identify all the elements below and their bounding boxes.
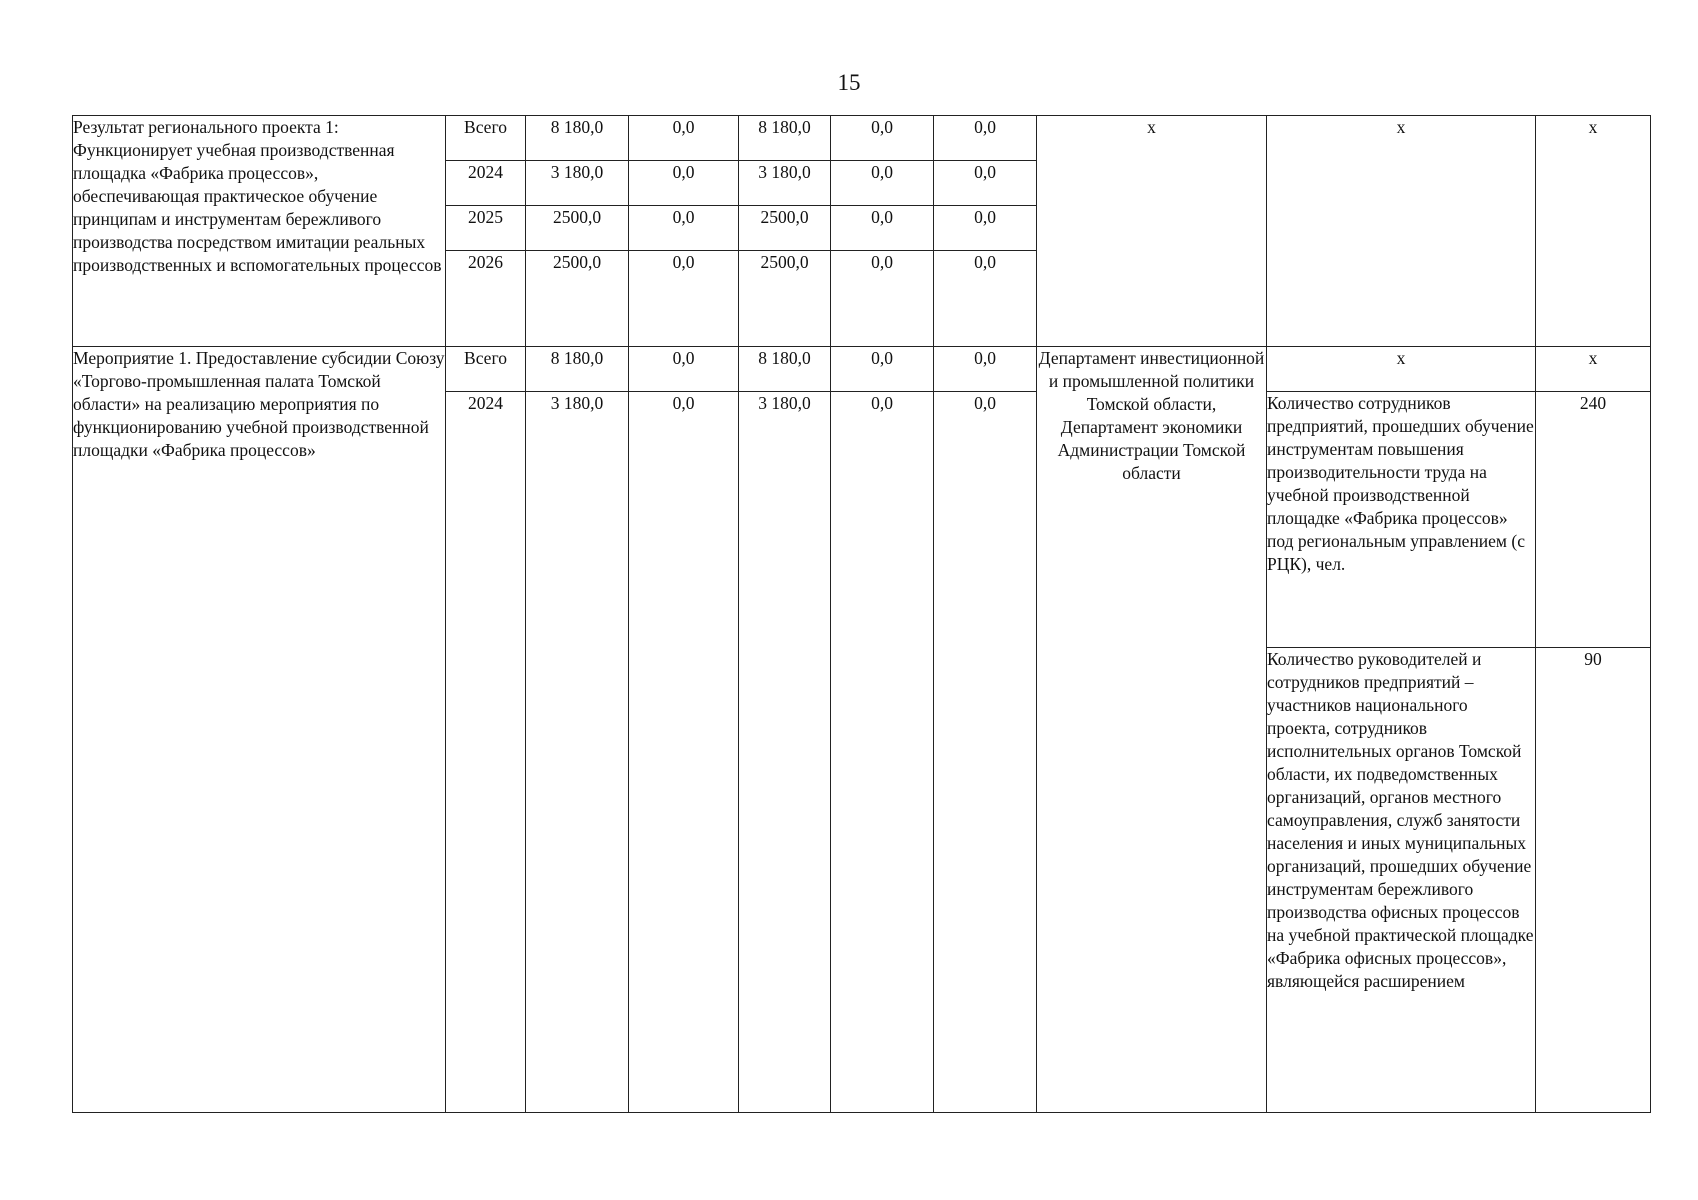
municipal-cell: 0,0 xyxy=(831,116,934,161)
period-cell: 2026 xyxy=(446,251,526,347)
measure-name: Мероприятие 1. Предоставление субсидии Союзу «Торгово-промышленная палата Томской области» на реализацию мероприятия по функционированию учебной производственной площадки «Фабрика процессов» xyxy=(73,347,446,1113)
measure-total-indicator-cell: х xyxy=(1267,347,1536,392)
table-row xyxy=(73,116,1651,161)
budget-table xyxy=(72,115,1651,1113)
indicator-value-cell: 90 xyxy=(1536,648,1651,1113)
federal-cell: 0,0 xyxy=(629,161,739,206)
period-cell: Всего xyxy=(446,347,526,392)
regional-cell: 8 180,0 xyxy=(739,347,831,392)
municipal-cell: 0,0 xyxy=(831,206,934,251)
period-cell: 2024 xyxy=(446,392,526,1113)
page-number: 15 xyxy=(837,70,861,95)
measure-total-indicator-value-cell: х xyxy=(1536,347,1651,392)
indicator-cell: х xyxy=(1267,116,1536,347)
other-cell: 0,0 xyxy=(934,251,1037,347)
total-cell: 8 180,0 xyxy=(526,116,629,161)
municipal-cell: 0,0 xyxy=(831,251,934,347)
other-cell: 0,0 xyxy=(934,161,1037,206)
indicator-text-cell: Количество сотрудников предприятий, прошедших обучение инструментам повышения производительности труда на учебной производственной площадке «Фабрика процессов» под региональным управлением (с РЦК), чел. xyxy=(1267,392,1536,648)
total-cell: 8 180,0 xyxy=(526,347,629,392)
indicator-text-cell: Количество руководителей и сотрудников предприятий – участников национального проекта, сотрудников исполнительных органов Томской области, их подведомственных организаций, органов местного самоуправления, служб занятости населения и иных муниципальных организаций, прошедших обучение инструментам бережливого производства офисных процессов на учебной практической площадке «Фабрика офисных процессов», являющейся расширением xyxy=(1267,648,1536,1113)
other-cell: 0,0 xyxy=(934,116,1037,161)
regional-cell: 2500,0 xyxy=(739,251,831,347)
federal-cell: 0,0 xyxy=(629,347,739,392)
period-cell: Всего xyxy=(446,116,526,161)
regional-cell: 2500,0 xyxy=(739,206,831,251)
federal-cell: 0,0 xyxy=(629,116,739,161)
regional-cell: 8 180,0 xyxy=(739,116,831,161)
other-cell: 0,0 xyxy=(934,206,1037,251)
executor-cell: х xyxy=(1037,116,1267,347)
measure-executor-cell: Департамент инвестиционной и промышленной политики Томской области, Департамент экономики Администрации Томской области xyxy=(1037,347,1267,1113)
indicator-value-cell: х xyxy=(1536,116,1651,347)
total-cell: 2500,0 xyxy=(526,206,629,251)
table-row xyxy=(73,347,1651,392)
total-cell: 3 180,0 xyxy=(526,161,629,206)
period-cell: 2025 xyxy=(446,206,526,251)
total-cell: 3 180,0 xyxy=(526,392,629,1113)
municipal-cell: 0,0 xyxy=(831,161,934,206)
result-name: Результат регионального проекта 1: Функционирует учебная производственная площадка «Фабрика процессов», обеспечивающая практическое обучение принципам и инструментам бережливого производства посредством имитации реальных производственных и вспомогательных процессов xyxy=(73,116,446,347)
federal-cell: 0,0 xyxy=(629,251,739,347)
municipal-cell: 0,0 xyxy=(831,392,934,1113)
municipal-cell: 0,0 xyxy=(831,347,934,392)
regional-cell: 3 180,0 xyxy=(739,161,831,206)
federal-cell: 0,0 xyxy=(629,206,739,251)
federal-cell: 0,0 xyxy=(629,392,739,1113)
other-cell: 0,0 xyxy=(934,392,1037,1113)
other-cell: 0,0 xyxy=(934,347,1037,392)
total-cell: 2500,0 xyxy=(526,251,629,347)
regional-cell: 3 180,0 xyxy=(739,392,831,1113)
period-cell: 2024 xyxy=(446,161,526,206)
indicator-value-cell: 240 xyxy=(1536,392,1651,648)
